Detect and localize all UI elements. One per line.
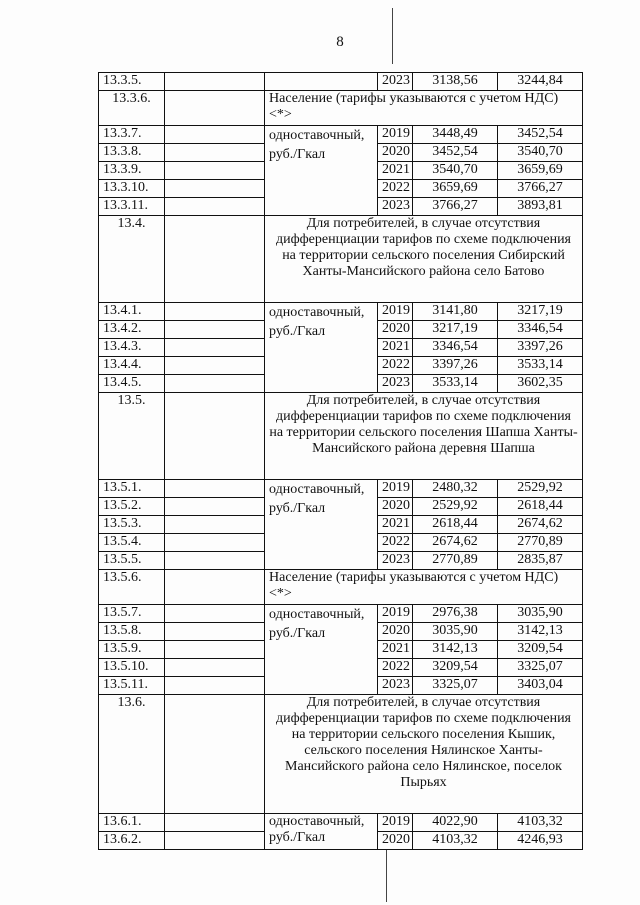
tariff-value-1: 3209,54 bbox=[413, 659, 498, 677]
empty-cell bbox=[265, 73, 378, 91]
section-row bbox=[99, 91, 583, 126]
tariff-value-1: 3448,49 bbox=[413, 126, 498, 144]
year-cell: 2022 bbox=[378, 534, 413, 552]
table-row bbox=[99, 814, 583, 832]
year-cell: 2023 bbox=[378, 677, 413, 695]
year-cell: 2021 bbox=[378, 162, 413, 180]
empty-cell bbox=[165, 91, 265, 126]
empty-cell bbox=[165, 375, 265, 393]
margin-line-top bbox=[392, 8, 393, 64]
row-number: 13.5.1. bbox=[99, 480, 165, 498]
table-row bbox=[99, 73, 583, 91]
tariff-value-1: 3141,80 bbox=[413, 303, 498, 321]
tariff-value-1: 3142,13 bbox=[413, 641, 498, 659]
tariff-value-2: 3325,07 bbox=[498, 659, 583, 677]
row-number: 13.6. bbox=[99, 695, 165, 814]
year-cell: 2023 bbox=[378, 375, 413, 393]
year-cell: 2023 bbox=[378, 198, 413, 216]
empty-cell bbox=[165, 534, 265, 552]
empty-cell bbox=[165, 516, 265, 534]
tariff-value-1: 3325,07 bbox=[413, 677, 498, 695]
tariff-value-1: 3766,27 bbox=[413, 198, 498, 216]
tariff-value-2: 3540,70 bbox=[498, 144, 583, 162]
tariff-value-1: 3035,90 bbox=[413, 623, 498, 641]
table-row bbox=[99, 605, 583, 623]
empty-cell bbox=[165, 570, 265, 605]
empty-cell bbox=[165, 605, 265, 623]
tariff-value-1: 3138,56 bbox=[413, 73, 498, 91]
tariff-value-1: 3659,69 bbox=[413, 180, 498, 198]
empty-cell bbox=[165, 216, 265, 303]
tariff-type-label: одноставочный, руб./Гкал bbox=[265, 814, 378, 850]
empty-cell bbox=[165, 695, 265, 814]
row-number: 13.4.1. bbox=[99, 303, 165, 321]
section-description: Для потребителей, в случае отсутствия дифференциации тарифов по схеме подключения на территории сельского поселения Сибирский Ханты-Мансийского района село Батово bbox=[265, 216, 583, 303]
tariff-value-1: 2770,89 bbox=[413, 552, 498, 570]
empty-cell bbox=[165, 357, 265, 375]
row-number: 13.4.4. bbox=[99, 357, 165, 375]
section-row bbox=[99, 393, 583, 480]
tariff-value-1: 3533,14 bbox=[413, 375, 498, 393]
row-number: 13.3.8. bbox=[99, 144, 165, 162]
empty-cell bbox=[165, 144, 265, 162]
empty-cell bbox=[165, 677, 265, 695]
empty-cell bbox=[165, 552, 265, 570]
row-number: 13.5.8. bbox=[99, 623, 165, 641]
year-cell: 2021 bbox=[378, 641, 413, 659]
tariff-type-label: одноставочный, руб./Гкал bbox=[265, 303, 378, 393]
row-number: 13.3.10. bbox=[99, 180, 165, 198]
empty-cell bbox=[165, 480, 265, 498]
empty-cell bbox=[165, 623, 265, 641]
margin-line-bottom bbox=[386, 850, 387, 902]
row-number: 13.3.9. bbox=[99, 162, 165, 180]
tariff-value-1: 4022,90 bbox=[413, 814, 498, 832]
row-number: 13.3.11. bbox=[99, 198, 165, 216]
row-number: 13.5.11. bbox=[99, 677, 165, 695]
row-number: 13.4.2. bbox=[99, 321, 165, 339]
row-number: 13.5.4. bbox=[99, 534, 165, 552]
year-cell: 2020 bbox=[378, 623, 413, 641]
empty-cell bbox=[165, 641, 265, 659]
tariff-value-1: 2529,92 bbox=[413, 498, 498, 516]
tariff-value-1: 2976,38 bbox=[413, 605, 498, 623]
tariff-value-2: 4103,32 bbox=[498, 814, 583, 832]
table-row bbox=[99, 303, 583, 321]
tariff-value-2: 3209,54 bbox=[498, 641, 583, 659]
tariff-value-2: 3766,27 bbox=[498, 180, 583, 198]
year-cell: 2023 bbox=[378, 552, 413, 570]
row-number: 13.3.7. bbox=[99, 126, 165, 144]
empty-cell bbox=[165, 498, 265, 516]
empty-cell bbox=[165, 73, 265, 91]
row-number: 13.5.3. bbox=[99, 516, 165, 534]
year-cell: 2019 bbox=[378, 303, 413, 321]
row-number: 13.4.5. bbox=[99, 375, 165, 393]
tariff-value-2: 2529,92 bbox=[498, 480, 583, 498]
empty-cell bbox=[165, 814, 265, 832]
tariff-value-1: 3540,70 bbox=[413, 162, 498, 180]
row-number: 13.5.9. bbox=[99, 641, 165, 659]
row-number: 13.5.2. bbox=[99, 498, 165, 516]
tariff-value-1: 3397,26 bbox=[413, 357, 498, 375]
tariff-type-label: одноставочный, руб./Гкал bbox=[265, 126, 378, 216]
page-number: 8 bbox=[336, 34, 344, 50]
year-cell: 2022 bbox=[378, 659, 413, 677]
section-row bbox=[99, 695, 583, 814]
row-number: 13.5.10. bbox=[99, 659, 165, 677]
tariff-value-2: 3659,69 bbox=[498, 162, 583, 180]
year-cell: 2021 bbox=[378, 339, 413, 357]
tariff-value-2: 3142,13 bbox=[498, 623, 583, 641]
row-number: 13.5.7. bbox=[99, 605, 165, 623]
tariff-value-2: 3244,84 bbox=[498, 73, 583, 91]
year-cell: 2019 bbox=[378, 126, 413, 144]
row-number: 13.5.6. bbox=[99, 570, 165, 605]
section-description: Население (тарифы указываются с учетом НДС) <*> bbox=[265, 91, 583, 126]
row-number: 13.5. bbox=[99, 393, 165, 480]
row-number: 13.5.5. bbox=[99, 552, 165, 570]
row-number: 13.4.3. bbox=[99, 339, 165, 357]
tariff-table bbox=[98, 72, 583, 850]
empty-cell bbox=[165, 162, 265, 180]
tariff-value-1: 4103,32 bbox=[413, 832, 498, 850]
tariff-value-2: 3452,54 bbox=[498, 126, 583, 144]
section-description: Население (тарифы указываются с учетом НДС) <*> bbox=[265, 570, 583, 605]
empty-cell bbox=[165, 303, 265, 321]
section-description: Для потребителей, в случае отсутствия дифференциации тарифов по схеме подключения на территории сельского поселения Шапша Ханты-Мансийского района деревня Шапша bbox=[265, 393, 583, 480]
year-cell: 2020 bbox=[378, 832, 413, 850]
table-row bbox=[99, 126, 583, 144]
empty-cell bbox=[165, 832, 265, 850]
tariff-type-label: одноставочный, руб./Гкал bbox=[265, 480, 378, 570]
row-number: 13.3.6. bbox=[99, 91, 165, 126]
empty-cell bbox=[165, 180, 265, 198]
year-cell: 2021 bbox=[378, 516, 413, 534]
tariff-value-1: 2480,32 bbox=[413, 480, 498, 498]
empty-cell bbox=[165, 126, 265, 144]
tariff-value-2: 3346,54 bbox=[498, 321, 583, 339]
year-cell: 2019 bbox=[378, 480, 413, 498]
empty-cell bbox=[165, 321, 265, 339]
section-description: Для потребителей, в случае отсутствия дифференциации тарифов по схеме подключения на территории сельского поселения Кышик, сельского поселения Нялинское Ханты-Мансийского района село Нялинское, поселок Пырьях bbox=[265, 695, 583, 814]
tariff-value-1: 3217,19 bbox=[413, 321, 498, 339]
section-row bbox=[99, 216, 583, 303]
section-row bbox=[99, 570, 583, 605]
tariff-value-2: 3533,14 bbox=[498, 357, 583, 375]
row-number: 13.6.1. bbox=[99, 814, 165, 832]
tariff-value-2: 2835,87 bbox=[498, 552, 583, 570]
tariff-value-1: 3346,54 bbox=[413, 339, 498, 357]
row-number: 13.4. bbox=[99, 216, 165, 303]
year-cell: 2023 bbox=[378, 73, 413, 91]
year-cell: 2020 bbox=[378, 144, 413, 162]
tariff-value-1: 2618,44 bbox=[413, 516, 498, 534]
empty-cell bbox=[165, 198, 265, 216]
tariff-value-1: 2674,62 bbox=[413, 534, 498, 552]
tariff-value-2: 3397,26 bbox=[498, 339, 583, 357]
year-cell: 2020 bbox=[378, 321, 413, 339]
tariff-value-2: 2674,62 bbox=[498, 516, 583, 534]
tariff-value-2: 4246,93 bbox=[498, 832, 583, 850]
year-cell: 2020 bbox=[378, 498, 413, 516]
tariff-type-label: одноставочный, руб./Гкал bbox=[265, 605, 378, 695]
tariff-value-2: 2770,89 bbox=[498, 534, 583, 552]
tariff-value-1: 3452,54 bbox=[413, 144, 498, 162]
tariff-value-2: 3217,19 bbox=[498, 303, 583, 321]
row-number: 13.6.2. bbox=[99, 832, 165, 850]
tariff-value-2: 3403,04 bbox=[498, 677, 583, 695]
row-number: 13.3.5. bbox=[99, 73, 165, 91]
empty-cell bbox=[165, 659, 265, 677]
tariff-value-2: 3602,35 bbox=[498, 375, 583, 393]
year-cell: 2022 bbox=[378, 180, 413, 198]
tariff-value-2: 3893,81 bbox=[498, 198, 583, 216]
tariff-value-2: 2618,44 bbox=[498, 498, 583, 516]
year-cell: 2019 bbox=[378, 814, 413, 832]
tariff-value-2: 3035,90 bbox=[498, 605, 583, 623]
empty-cell bbox=[165, 339, 265, 357]
empty-cell bbox=[165, 393, 265, 480]
table-row bbox=[99, 480, 583, 498]
year-cell: 2019 bbox=[378, 605, 413, 623]
year-cell: 2022 bbox=[378, 357, 413, 375]
